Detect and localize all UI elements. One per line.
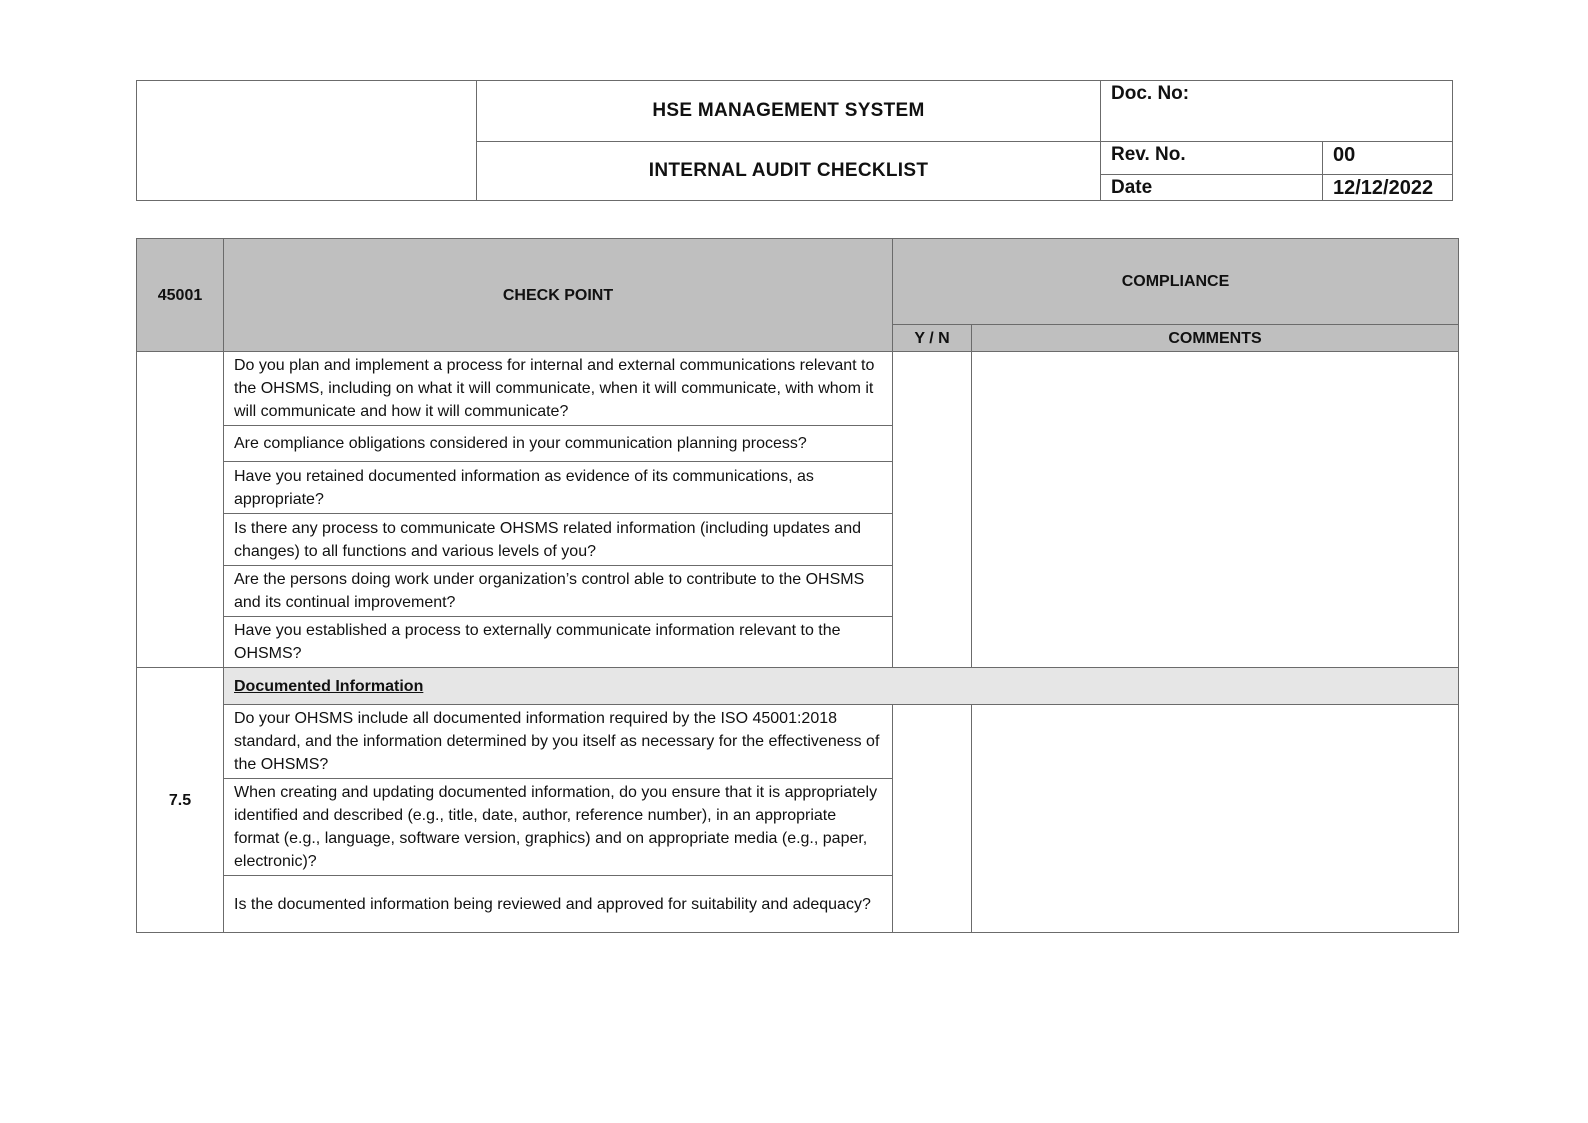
clause-cell xyxy=(137,352,224,668)
clause-column-header: 45001 xyxy=(137,239,224,352)
checkpoint-question: Are compliance obligations considered in your communication planning process? xyxy=(224,426,893,462)
date-label: Date xyxy=(1101,175,1323,201)
comments-cell[interactable] xyxy=(972,352,1459,668)
checkpoint-column-header: CHECK POINT xyxy=(224,239,893,352)
checkpoint-question: Are the persons doing work under organization’s control able to contribute to the OHSMS and its continual improvement? xyxy=(224,566,893,617)
doc-no-label xyxy=(1101,81,1453,142)
yn-answer-cell[interactable] xyxy=(893,705,972,933)
checkpoint-question: Is there any process to communicate OHSMS related information (including updates and changes) to all functions and various levels of you? xyxy=(224,514,893,566)
comments-column-header: COMMENTS xyxy=(972,325,1459,352)
document-header xyxy=(136,80,1453,201)
checkpoint-question: Have you retained documented information as evidence of its communications, as appropriate? xyxy=(224,462,893,514)
doc-title: INTERNAL AUDIT CHECKLIST xyxy=(477,142,1101,201)
doc-no-label-text: Doc. No: xyxy=(1111,83,1190,104)
yn-column-header: Y / N xyxy=(893,325,972,352)
clause-cell: 7.5 xyxy=(137,668,224,933)
comments-cell[interactable] xyxy=(972,705,1459,933)
rev-no-label: Rev. No. xyxy=(1101,142,1323,175)
checkpoint-question: Do your OHSMS include all documented information required by the ISO 45001:2018 standard, and the information determined by you itself as necessary for the effectiveness of the OHSMS? xyxy=(224,705,893,779)
system-title: HSE MANAGEMENT SYSTEM xyxy=(477,81,1101,142)
checkpoint-question: Is the documented information being reviewed and approved for suitability and adequacy? xyxy=(224,876,893,933)
date-value: 12/12/2022 xyxy=(1323,175,1453,201)
audit-checklist-table xyxy=(136,238,1459,933)
checkpoint-question: When creating and updating documented information, do you ensure that it is appropriately identified and described (e.g., title, date, author, reference number), in an appropriate format (e.g., language, software version, graphics) and on appropriate media (e.g., paper, electronic)? xyxy=(224,779,893,876)
section-title: Documented Information xyxy=(224,668,1459,705)
checkpoint-question: Do you plan and implement a process for internal and external communications relevant to the OHSMS, including on what it will communicate, when it will communicate, with whom it will communicate and how it will communicate? xyxy=(224,352,893,426)
checkpoint-question: Have you established a process to externally communicate information relevant to the OHSMS? xyxy=(224,617,893,668)
compliance-column-header: COMPLIANCE xyxy=(893,239,1459,325)
logo-area xyxy=(137,81,477,201)
yn-answer-cell[interactable] xyxy=(893,352,972,668)
rev-no-value: 00 xyxy=(1323,142,1453,175)
